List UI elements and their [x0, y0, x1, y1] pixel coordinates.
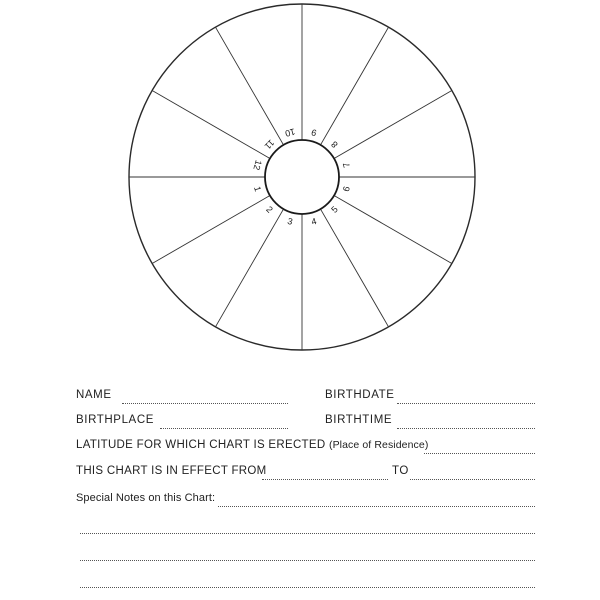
notes-line-2[interactable] — [80, 549, 535, 558]
inner-circle — [262, 137, 339, 214]
house-cusp-line — [321, 27, 389, 145]
house-number-7: 7 — [340, 161, 352, 169]
house-cusp-line — [152, 91, 270, 159]
house-number-12: 12 — [251, 158, 264, 172]
latitude-label: LATITUDE FOR WHICH CHART IS ERECTED — [76, 439, 326, 451]
effect-from-field[interactable] — [262, 468, 388, 477]
notes-label: Special Notes on this Chart: — [76, 492, 216, 504]
house-number-3: 3 — [286, 215, 294, 227]
effect-to-row — [392, 465, 409, 477]
house-cusp-line — [334, 91, 452, 159]
house-number-6: 6 — [340, 185, 352, 193]
birthplace-field[interactable] — [160, 417, 288, 426]
house-number-11: 11 — [262, 137, 277, 152]
house-cusp-line — [334, 196, 452, 264]
house-number-2: 2 — [264, 204, 275, 215]
effect-row — [76, 465, 267, 477]
effect-from-label: THIS CHART IS IN EFFECT FROM — [76, 465, 267, 477]
notes-line-1[interactable] — [80, 522, 535, 531]
birthtime-field[interactable] — [397, 417, 535, 426]
birthtime-row — [325, 414, 392, 426]
house-number-9: 9 — [310, 127, 318, 139]
latitude-sublabel: (Place of Residence) — [328, 439, 429, 451]
house-number-10: 10 — [283, 126, 297, 139]
name-label: NAME — [76, 389, 112, 401]
birthdate-field[interactable] — [397, 392, 535, 401]
house-cusp-line — [216, 27, 284, 145]
birthdate-label: BIRTHDATE — [325, 389, 395, 401]
effect-to-label: TO — [392, 465, 409, 477]
house-cusp-line — [152, 196, 270, 264]
notes-row — [76, 492, 215, 504]
house-number-4: 4 — [310, 215, 318, 227]
house-number-5: 5 — [329, 204, 340, 215]
latitude-field[interactable] — [424, 442, 535, 451]
house-cusp-line — [216, 209, 284, 327]
notes-line-3[interactable] — [80, 576, 535, 585]
effect-to-field[interactable] — [410, 468, 535, 477]
name-field[interactable] — [122, 392, 288, 401]
notes-field-first-line[interactable] — [218, 495, 535, 504]
house-cusp-line — [321, 209, 389, 327]
birthtime-label: BIRTHTIME — [325, 414, 393, 426]
birthplace-row — [76, 414, 154, 426]
house-number-1: 1 — [252, 185, 264, 193]
house-number-8: 8 — [329, 139, 340, 150]
birthdate-row — [325, 389, 395, 401]
birthplace-label: BIRTHPLACE — [76, 414, 155, 426]
latitude-row — [76, 439, 428, 451]
name-row — [76, 389, 112, 401]
